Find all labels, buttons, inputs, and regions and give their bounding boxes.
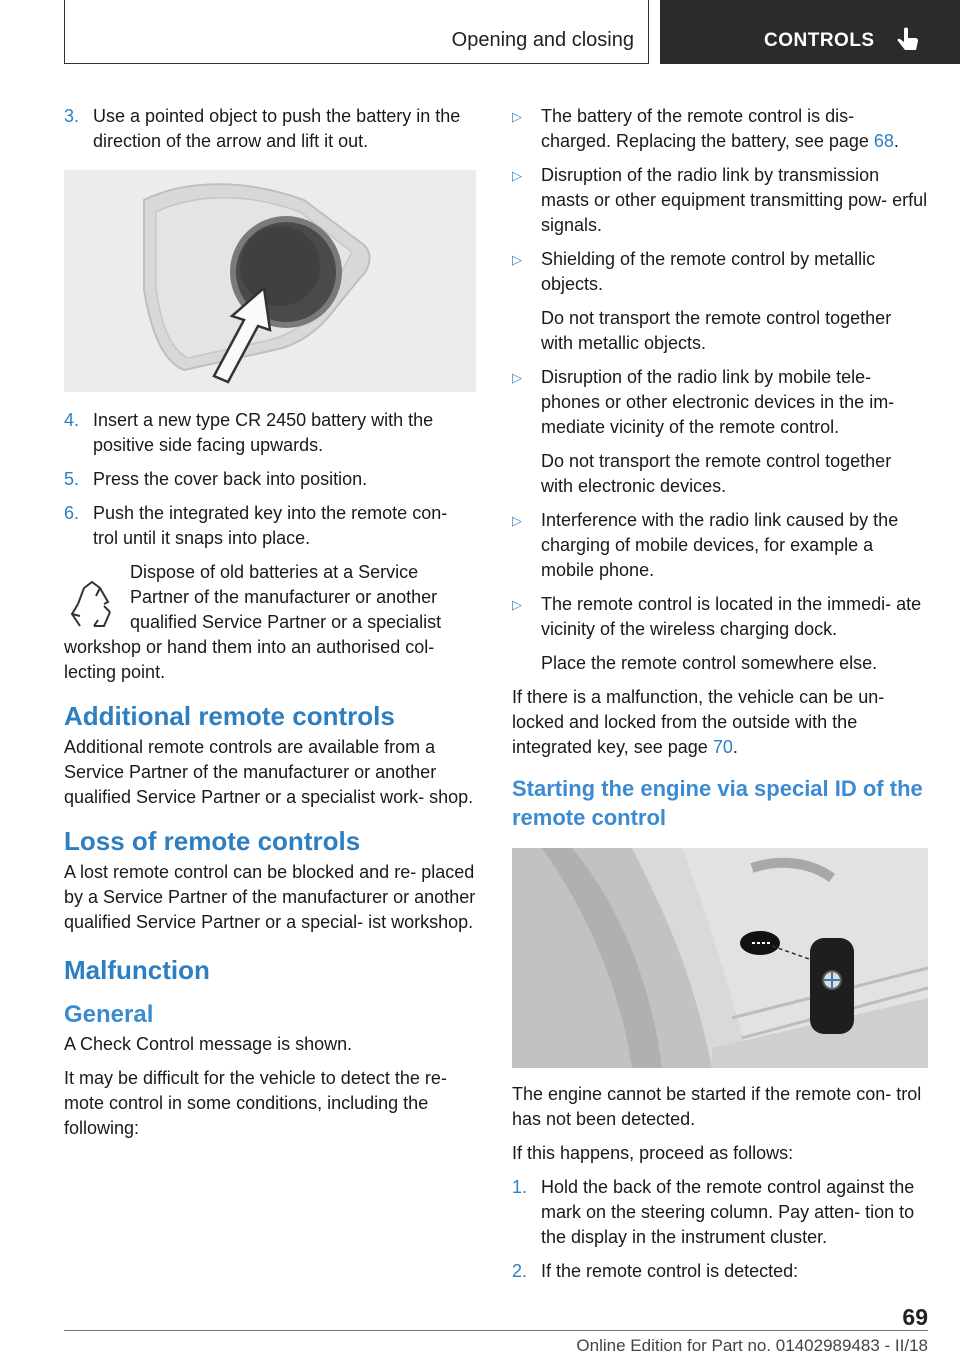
triangle-bullet-icon: ▷	[512, 597, 522, 612]
header-chapter-tab	[660, 0, 960, 64]
bullet-text: Disruption of the radio link by transmission masts or other equipment transmitting pow‐ erful signals.	[541, 165, 928, 235]
start-step-2	[512, 1259, 928, 1284]
bullet-battery-discharged	[512, 104, 928, 154]
note-text-top: Dispose of old batteries at a Service Partner of the manufacturer or another qualified Service Partner or a specialist	[130, 562, 442, 632]
bullet-charging-dock-advice: Place the remote control somewhere else.	[541, 653, 878, 673]
paragraph-loss: A lost remote control can be blocked and re‐ placed by a Service Partner of the manufacturer or another qualified Service Partner or a special‐ ist workshop.	[64, 862, 476, 932]
chapter-title: CONTROLS	[764, 30, 875, 51]
footer-edition: Online Edition for Part no. 01402989483 - II/18	[576, 1336, 928, 1355]
pointing-hand-icon	[893, 26, 923, 56]
step-4	[64, 408, 476, 458]
step-text: Hold the back of the remote control against the mark on the steering column. Pay atten‐ tion to the display in the instrument cluster.	[541, 1177, 915, 1247]
paragraph-start-1: The engine cannot be started if the remote con‐ trol has not been detected.	[512, 1084, 922, 1129]
right-column	[512, 104, 928, 1293]
battery-removal-illustration	[64, 170, 476, 392]
bullet-mobile-phones	[512, 365, 928, 440]
step-text: Press the cover back into position.	[93, 469, 368, 489]
bullet-text: The battery of the remote control is dis‐ charged. Replacing the battery, see page	[541, 106, 874, 151]
triangle-bullet-icon: ▷	[512, 168, 522, 183]
step-6	[64, 501, 476, 551]
steering-column-illustration	[512, 848, 928, 1068]
paragraph-fallback	[512, 685, 928, 760]
bullet-text: Interference with the radio link caused by the charging of mobile devices, for example a mobile phone.	[541, 510, 899, 580]
steering-column-image	[512, 848, 928, 1068]
step-5	[64, 467, 476, 492]
bullet-mobile-phones-advice: Do not transport the remote control together with electronic devices.	[541, 451, 892, 496]
heading-additional-remote-controls: Additional remote controls	[64, 701, 395, 731]
bullet-text: The remote control is located in the immedi‐ ate vicinity of the wireless charging dock.	[541, 594, 922, 639]
step-number: 5.	[64, 469, 80, 489]
recycling-icon	[64, 578, 120, 634]
start-step-1	[512, 1175, 928, 1250]
triangle-bullet-icon: ▷	[512, 109, 522, 124]
step-number: 1.	[512, 1177, 528, 1197]
bullet-charging-interference	[512, 508, 928, 583]
step-text: Insert a new type CR 2450 battery with the positive side facing upwards.	[93, 410, 434, 455]
bullet-shielding-advice: Do not transport the remote control together with metallic objects.	[541, 308, 892, 353]
step-number: 4.	[64, 410, 80, 430]
left-column	[64, 104, 476, 1150]
bullet-text: Shielding of the remote control by metallic objects.	[541, 249, 876, 294]
header-section-box	[64, 0, 649, 64]
triangle-bullet-icon: ▷	[512, 252, 522, 267]
remote-key-battery-image	[64, 170, 476, 392]
step-text: Use a pointed object to push the battery in the direction of the arrow and lift it out.	[93, 106, 461, 151]
step-text: Push the integrated key into the remote con‐ trol until it snaps into place.	[93, 503, 448, 548]
triangle-bullet-icon: ▷	[512, 513, 522, 528]
bullet-text: Disruption of the radio link by mobile tele‐ phones or other electronic devices in the im‐ mediate vicinity of the remote control.	[541, 367, 895, 437]
paragraph-general-2: It may be difficult for the vehicle to detect the re‐ mote control in some conditions, including the following:	[64, 1068, 447, 1138]
page-number: 69	[902, 1304, 928, 1330]
paragraph-general-1: A Check Control message is shown.	[64, 1034, 353, 1054]
bullet-charging-dock	[512, 592, 928, 642]
paragraph-start-2: If this happens, proceed as follows:	[512, 1143, 794, 1163]
heading-general: General	[64, 1001, 154, 1028]
recycling-note	[64, 560, 476, 685]
step-3	[64, 104, 476, 154]
step-number: 6.	[64, 503, 80, 523]
triangle-bullet-icon: ▷	[512, 370, 522, 385]
step-number: 2.	[512, 1261, 528, 1281]
note-text-rest: workshop or hand them into an authorised col‐ lecting point.	[64, 637, 435, 682]
heading-starting-engine-special-id: Starting the engine via special ID of the remote control	[512, 776, 923, 830]
fallback-text-end: .	[732, 737, 738, 757]
fallback-text: If there is a malfunction, the vehicle can be un‐ locked and locked from the outside with the integrated key, see page	[512, 687, 885, 757]
page-link-70[interactable]: 70	[712, 737, 733, 757]
section-title: Opening and closing	[451, 29, 634, 51]
page-link-68[interactable]: 68	[873, 131, 894, 151]
paragraph-additional: Additional remote controls are available from a Service Partner of the manufacturer or another qualified Service Partner or a specialist work‐ shop.	[64, 737, 474, 807]
step-number: 3.	[64, 106, 80, 126]
bullet-radio-disruption	[512, 163, 928, 238]
bullet-shielding	[512, 247, 928, 297]
bullet-text-end: .	[893, 131, 899, 151]
footer-rule	[64, 1330, 928, 1331]
step-text: If the remote control is detected:	[541, 1261, 799, 1281]
heading-loss-of-remote-controls: Loss of remote controls	[64, 826, 361, 856]
heading-malfunction: Malfunction	[64, 955, 210, 985]
